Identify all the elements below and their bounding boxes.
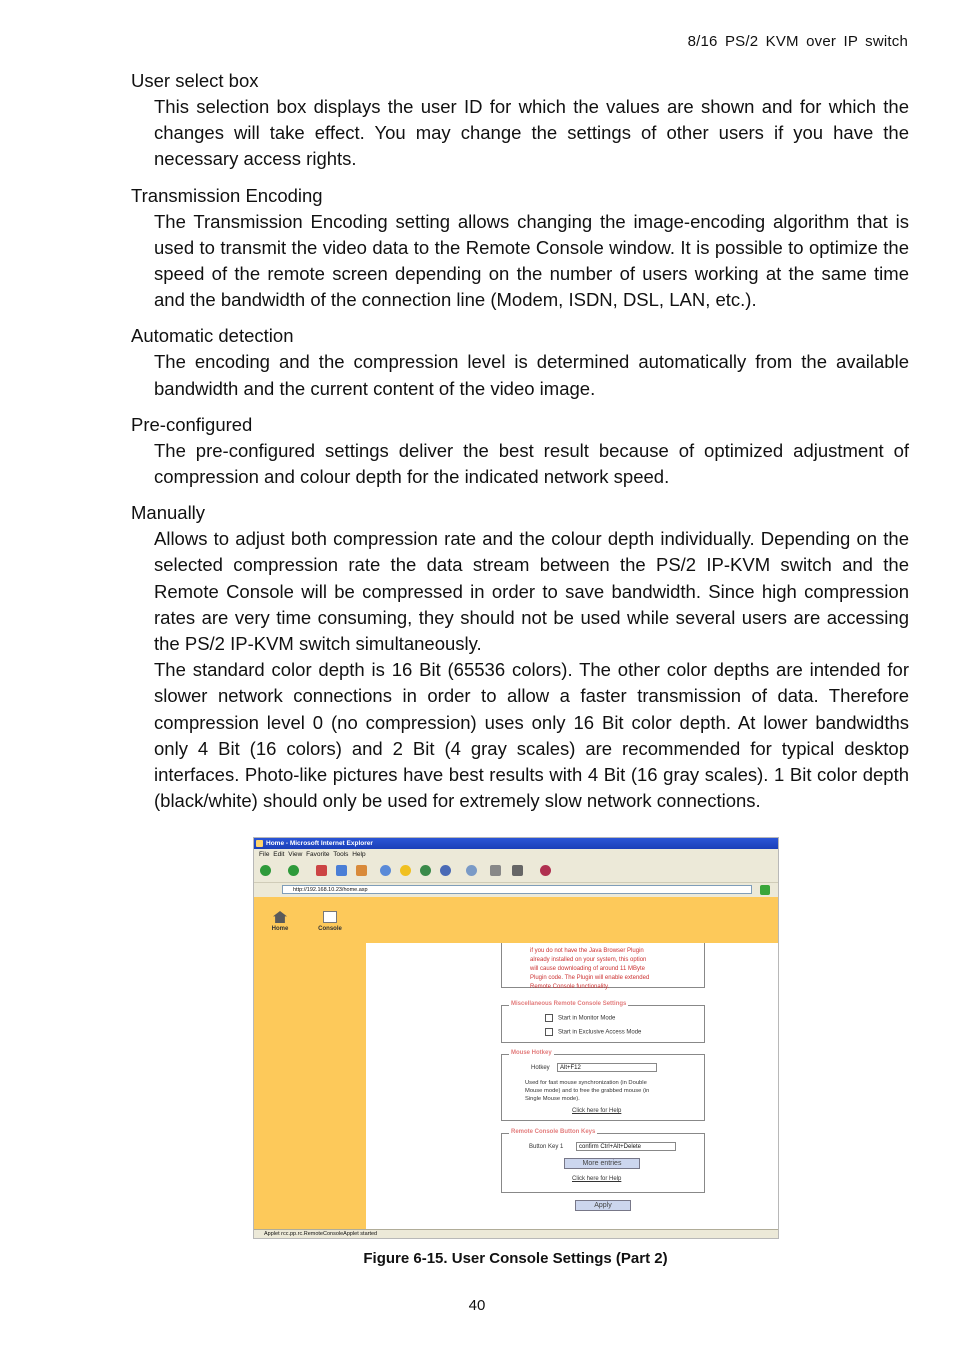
- favorites-icon[interactable]: [400, 865, 411, 876]
- paragraph: Allows to adjust both compression rate and the colour depth individually. Depending on the selected compression rate the data stream between the PS/2 IP-KVM switch and the Remote Console will be compressed in order to save bandwidth. Since high compression rates are very time consuming, they should not be used while several users are accessing the PS/2 IP-KVM switch simultaneously.: [154, 528, 909, 655]
- nav-console-label: Console: [318, 926, 342, 932]
- nav-console[interactable]: [310, 911, 350, 932]
- figure-caption: Figure 6-15. User Console Settings (Part 2): [363, 1250, 668, 1267]
- apply-button[interactable]: Apply: [575, 1200, 631, 1211]
- mouse-hotkey-legend: Mouse Hotkey: [511, 1050, 552, 1056]
- ie-icon: [256, 840, 263, 847]
- exclusive-access-label: Start in Exclusive Access Mode: [558, 1029, 642, 1036]
- button-key-input[interactable]: confirm Ctrl+Alt+Delete: [576, 1142, 676, 1151]
- misc-settings-legend: Miscellaneous Remote Console Settings: [511, 1001, 627, 1007]
- definition-manually: [154, 526, 909, 814]
- nav-home[interactable]: [260, 911, 300, 932]
- browser-toolbar: [254, 860, 778, 883]
- print-icon[interactable]: [490, 865, 501, 876]
- paragraph: This selection box displays the user ID for which the values are shown and for which the changes will take effect. You may change the settings of other users if you have the necessary access rights.: [154, 96, 909, 170]
- term-transmission-encoding: Transmission Encoding: [131, 184, 323, 206]
- exclusive-access-row[interactable]: [545, 1028, 641, 1036]
- misc-settings-group: [501, 1001, 705, 1043]
- note-line: already installed on your system, this option: [530, 957, 647, 963]
- hotkey-label: Hotkey: [531, 1065, 550, 1071]
- java-plugin-note: [501, 943, 705, 988]
- document-body: [131, 68, 909, 824]
- button-keys-help-link[interactable]: Click here for Help: [572, 1176, 622, 1182]
- paragraph: The encoding and the compression level is determined automatically from the available bandwidth and the current content of the video image.: [154, 351, 909, 399]
- note-line: Mouse mode) and to free the grabbed mouse (in: [525, 1088, 650, 1094]
- messenger-icon[interactable]: [540, 865, 551, 876]
- address-input[interactable]: http://192.168.10.23/home.asp: [282, 885, 752, 894]
- address-bar: [254, 883, 778, 898]
- definition-transmission-encoding: [154, 209, 909, 314]
- menu-bar[interactable]: File Edit View Favorite Tools Help: [254, 849, 778, 860]
- running-header: 8/16 PS/2 KVM over IP switch: [687, 33, 908, 50]
- forward-icon[interactable]: [288, 865, 299, 876]
- paragraph: The standard color depth is 16 Bit (65536 colors). The other color depths are intended for slower network connections in order to allow a faster transmission of data. Therefore compression level 0 (no compression) uses only 16 Bit color depth. At lower bandwidths only 4 Bit (16 colors) and 2 Bit (4 gray scales) are recommended for typical desktop interfaces. Photo-like pictures have best results with 4 Bit (16 gray scales). 1 Bit color depth (black/white) should only be used for extremely slow network connections.: [154, 659, 909, 812]
- term-manually: Manually: [131, 502, 206, 524]
- hotkey-input[interactable]: Alt+F12: [557, 1063, 657, 1072]
- term-automatic-detection: Automatic detection: [131, 325, 294, 347]
- home-nav-icon: [273, 911, 287, 923]
- console-nav-icon: [323, 911, 337, 923]
- monitor-mode-checkbox[interactable]: [545, 1014, 553, 1022]
- note-line: Single Mouse mode).: [525, 1096, 580, 1102]
- refresh-icon[interactable]: [336, 865, 347, 876]
- term-user-select-box: User select box: [131, 70, 259, 91]
- go-icon[interactable]: [760, 885, 770, 895]
- home-icon[interactable]: [356, 865, 367, 876]
- window-titlebar: [254, 838, 778, 849]
- mouse-help-link[interactable]: Click here for Help: [572, 1108, 622, 1114]
- status-bar: Applet rcc.pp.rc.RemoteConsoleApplet started: [254, 1229, 778, 1238]
- window-title: Home - Microsoft Internet Explorer: [266, 840, 373, 847]
- term-pre-configured: Pre-configured: [131, 413, 253, 435]
- button-key-label: Button Key 1: [529, 1144, 564, 1150]
- nav-home-label: Home: [271, 926, 289, 932]
- exclusive-access-checkbox[interactable]: [545, 1028, 553, 1036]
- note-line: Remote Console functionality.: [530, 984, 610, 990]
- definition-automatic-detection: [154, 349, 909, 401]
- definition-user-select-box: [154, 94, 909, 173]
- note-line: will cause downloading of around 11 MByte: [530, 966, 645, 972]
- definition-pre-configured: [154, 438, 909, 490]
- history-icon[interactable]: [440, 865, 451, 876]
- mouse-hotkey-group: [501, 1050, 705, 1121]
- note-line: Used for fast mouse synchronization (in Double: [525, 1080, 647, 1086]
- left-sidebar: [254, 897, 366, 1229]
- note-line: if you do not have the Java Browser Plugin: [530, 948, 644, 954]
- paragraph: The pre-configured settings deliver the best result because of optimized adjustment of compression and colour depth for the indicated network speed.: [154, 439, 909, 488]
- web-page: [254, 897, 778, 1229]
- hotkey-note: [525, 1079, 649, 1103]
- button-keys-legend: Remote Console Button Keys: [511, 1129, 596, 1135]
- page-number: 40: [468, 1297, 486, 1314]
- edit-icon[interactable]: [512, 865, 523, 876]
- monitor-mode-label: Start in Monitor Mode: [558, 1015, 616, 1022]
- stop-icon[interactable]: [316, 865, 327, 876]
- back-icon[interactable]: [260, 865, 271, 876]
- media-icon[interactable]: [420, 865, 431, 876]
- browser-screenshot: [253, 837, 779, 1239]
- note-line: Plugin code. The Plugin will enable extended: [530, 975, 650, 981]
- search-icon[interactable]: [380, 865, 391, 876]
- button-keys-group: [501, 1129, 705, 1193]
- more-entries-button[interactable]: More entries: [564, 1158, 640, 1169]
- paragraph: The Transmission Encoding setting allows changing the image-encoding algorithm that is used to transmit the video data to the Remote Console window. It is possible to optimize the speed of the remote screen depending on the number of users working at the same time and the bandwidth of the connection line (Modem, ISDN, DSL, LAN, etc.).: [154, 210, 909, 311]
- mail-icon[interactable]: [466, 865, 477, 876]
- monitor-mode-row[interactable]: [545, 1014, 615, 1022]
